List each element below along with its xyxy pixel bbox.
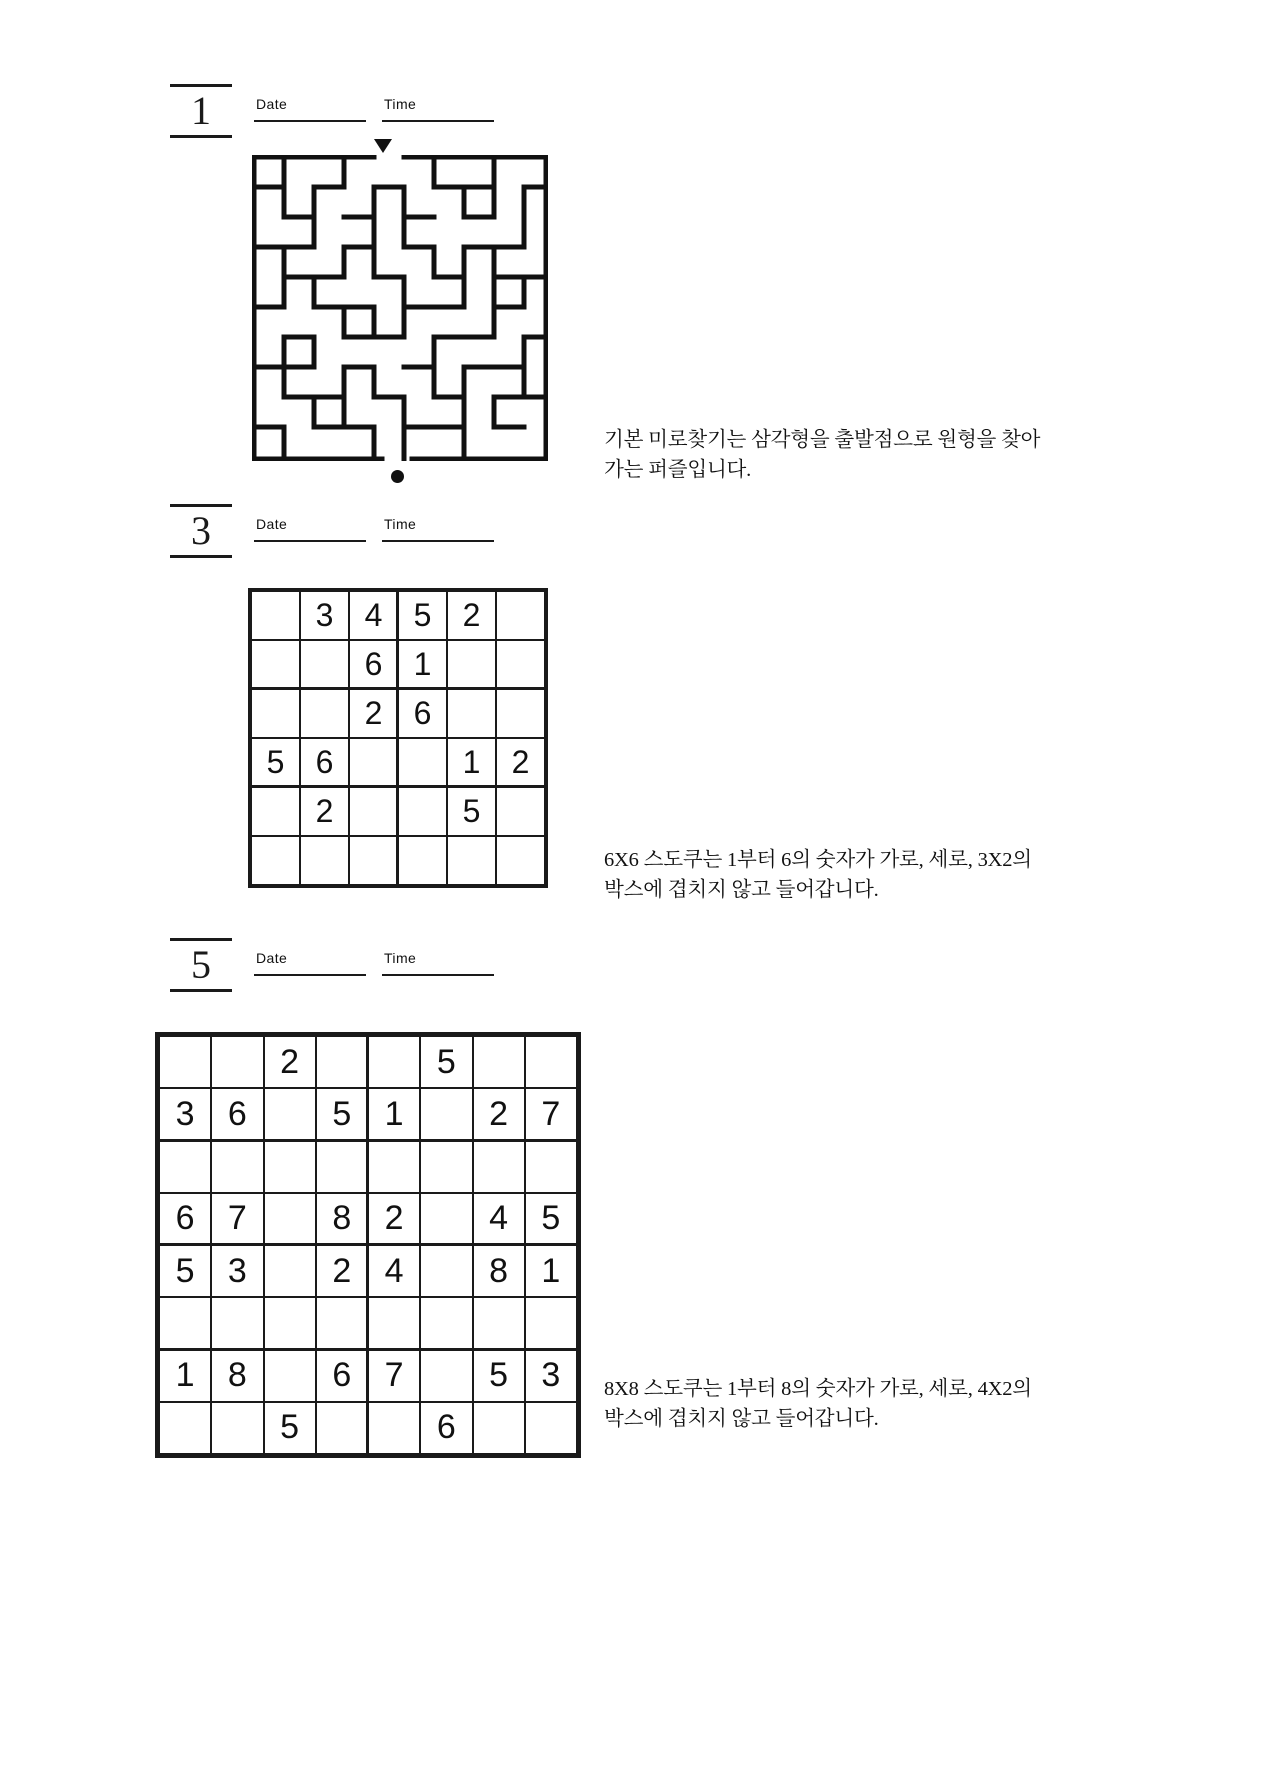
sudoku-cell-r4-c6[interactable]: 2 bbox=[497, 739, 544, 786]
date-field-3[interactable] bbox=[254, 516, 366, 542]
sudoku-cell-r5-c1[interactable]: 5 bbox=[160, 1246, 210, 1296]
puzzle-number-1: 1 bbox=[191, 88, 211, 133]
sudoku-cell-r4-c3[interactable] bbox=[350, 739, 397, 786]
sudoku-cell-r7-c6[interactable] bbox=[421, 1351, 471, 1401]
sudoku-cell-r6-c5[interactable] bbox=[369, 1298, 419, 1348]
sudoku-cell-r1-c1[interactable] bbox=[252, 592, 299, 639]
time-label-1: Time bbox=[384, 96, 417, 112]
date-writeline-1[interactable] bbox=[254, 120, 366, 122]
sudoku-cell-r1-c2[interactable] bbox=[212, 1037, 262, 1087]
sudoku-cell-r1-c5[interactable]: 2 bbox=[448, 592, 495, 639]
time-field-3[interactable] bbox=[382, 516, 494, 542]
time-label-3: Time bbox=[384, 516, 417, 532]
sudoku-cell-r1-c6[interactable]: 5 bbox=[421, 1037, 471, 1087]
sudoku-cell-r5-c3[interactable] bbox=[265, 1246, 315, 1296]
sudoku-cell-r7-c5[interactable]: 7 bbox=[369, 1351, 419, 1401]
sudoku-8x8-grid[interactable] bbox=[155, 1032, 581, 1458]
sudoku-cell-r5-c1[interactable] bbox=[252, 788, 299, 835]
puzzle-header-3 bbox=[170, 504, 510, 558]
sudoku-cell-r4-c8[interactable]: 5 bbox=[526, 1194, 576, 1244]
date-field-5[interactable] bbox=[254, 950, 366, 976]
sudoku-cell-r5-c8[interactable]: 1 bbox=[526, 1246, 576, 1296]
sudoku-cell-r6-c7[interactable] bbox=[474, 1298, 524, 1348]
sudoku-cell-r6-c1[interactable] bbox=[160, 1298, 210, 1348]
sudoku-cell-r3-c4[interactable]: 6 bbox=[399, 690, 446, 737]
time-writeline-3[interactable] bbox=[382, 540, 494, 542]
sudoku-cell-r5-c6[interactable] bbox=[421, 1246, 471, 1296]
sudoku-cell-r5-c5[interactable]: 5 bbox=[448, 788, 495, 835]
sudoku-cell-r6-c3[interactable] bbox=[265, 1298, 315, 1348]
sudoku-cell-r4-c4[interactable]: 8 bbox=[317, 1194, 367, 1244]
date-label-3: Date bbox=[256, 516, 288, 532]
sudoku-cell-r6-c8[interactable] bbox=[526, 1298, 576, 1348]
sudoku-cell-r6-c2[interactable] bbox=[301, 837, 348, 884]
sudoku-cell-r8-c4[interactable] bbox=[317, 1403, 367, 1453]
sudoku-cell-r3-c4[interactable] bbox=[317, 1142, 367, 1192]
meta-fields-3 bbox=[254, 504, 510, 542]
sudoku-cell-r7-c3[interactable] bbox=[265, 1351, 315, 1401]
sudoku-cell-r3-c2[interactable] bbox=[301, 690, 348, 737]
puzzle-header-5 bbox=[170, 938, 510, 992]
sudoku-cell-r6-c3[interactable] bbox=[350, 837, 397, 884]
caption-3: 6X6 스도쿠는 1부터 6의 숫자가 가로, 세로, 3X2의 박스에 겹치지 않고 들어갑니다. bbox=[604, 849, 1032, 901]
sudoku-cell-r5-c4[interactable] bbox=[399, 788, 446, 835]
sudoku-cell-r1-c2[interactable]: 3 bbox=[301, 592, 348, 639]
sudoku-cell-r8-c6[interactable]: 6 bbox=[421, 1403, 471, 1453]
sudoku-cell-r7-c7[interactable]: 5 bbox=[474, 1351, 524, 1401]
sudoku-cell-r2-c5[interactable]: 1 bbox=[369, 1089, 419, 1139]
sudoku-cell-r1-c8[interactable] bbox=[526, 1037, 576, 1087]
sudoku-cell-r7-c2[interactable]: 8 bbox=[212, 1351, 262, 1401]
meta-fields-5 bbox=[254, 938, 510, 976]
puzzle-number-block-3 bbox=[170, 504, 232, 558]
sudoku-cell-r3-c6[interactable] bbox=[421, 1142, 471, 1192]
sudoku-cell-r8-c5[interactable] bbox=[369, 1403, 419, 1453]
sudoku-cell-r1-c3[interactable]: 4 bbox=[350, 592, 397, 639]
sudoku-cell-r6-c1[interactable] bbox=[252, 837, 299, 884]
sudoku-cell-r2-c3[interactable]: 6 bbox=[350, 641, 397, 688]
sudoku-cell-r6-c2[interactable] bbox=[212, 1298, 262, 1348]
sudoku-cell-r2-c5[interactable] bbox=[448, 641, 495, 688]
sudoku-cell-r5-c7[interactable]: 8 bbox=[474, 1246, 524, 1296]
rule-bottom-3 bbox=[170, 555, 232, 558]
sudoku-cell-r8-c1[interactable] bbox=[160, 1403, 210, 1453]
sudoku-cell-r6-c4[interactable] bbox=[317, 1298, 367, 1348]
sudoku-cell-r4-c1[interactable]: 6 bbox=[160, 1194, 210, 1244]
maze-puzzle bbox=[252, 155, 548, 461]
sudoku-cell-r2-c4[interactable]: 5 bbox=[317, 1089, 367, 1139]
sudoku-cell-r3-c3[interactable] bbox=[265, 1142, 315, 1192]
time-writeline-1[interactable] bbox=[382, 120, 494, 122]
sudoku-cell-r2-c2[interactable]: 6 bbox=[212, 1089, 262, 1139]
sudoku-cell-r2-c1[interactable]: 3 bbox=[160, 1089, 210, 1139]
puzzle-number-3: 3 bbox=[191, 508, 211, 553]
caption-5: 8X8 스도쿠는 1부터 8의 숫자가 가로, 세로, 4X2의 박스에 겹치지 않고 들어갑니다. bbox=[604, 1378, 1032, 1430]
caption-1: 기본 미로찾기는 삼각형을 출발점으로 원형을 찾아가는 퍼즐입니다. bbox=[604, 429, 1041, 481]
puzzle-number-5: 5 bbox=[191, 942, 211, 987]
sudoku-cell-r6-c6[interactable] bbox=[497, 837, 544, 884]
sudoku-cell-r1-c6[interactable] bbox=[497, 592, 544, 639]
sudoku-cell-r2-c3[interactable] bbox=[265, 1089, 315, 1139]
sudoku-cell-r7-c4[interactable]: 6 bbox=[317, 1351, 367, 1401]
sudoku-cell-r5-c2[interactable]: 2 bbox=[301, 788, 348, 835]
sudoku-cell-r8-c2[interactable] bbox=[212, 1403, 262, 1453]
sudoku-cell-r4-c5[interactable]: 1 bbox=[448, 739, 495, 786]
sudoku-cell-r2-c1[interactable] bbox=[252, 641, 299, 688]
sudoku-cell-r3-c7[interactable] bbox=[474, 1142, 524, 1192]
date-label-1: Date bbox=[256, 96, 288, 112]
maze-grid bbox=[252, 155, 548, 461]
sudoku-cell-r3-c3[interactable]: 2 bbox=[350, 690, 397, 737]
date-writeline-3[interactable] bbox=[254, 540, 366, 542]
rule-bottom-5 bbox=[170, 989, 232, 992]
sudoku-cell-r5-c3[interactable] bbox=[350, 788, 397, 835]
sudoku-cell-r4-c7[interactable]: 4 bbox=[474, 1194, 524, 1244]
sudoku-cell-r3-c1[interactable] bbox=[160, 1142, 210, 1192]
sudoku-cell-r6-c4[interactable] bbox=[399, 837, 446, 884]
puzzle-header-1 bbox=[170, 84, 510, 138]
sudoku-cell-r6-c5[interactable] bbox=[448, 837, 495, 884]
puzzle-number-block-1 bbox=[170, 84, 232, 138]
sudoku-6x6-grid[interactable] bbox=[248, 588, 548, 888]
puzzle-number-block-5 bbox=[170, 938, 232, 992]
sudoku-cell-r7-c1[interactable]: 1 bbox=[160, 1351, 210, 1401]
rule-bottom-1 bbox=[170, 135, 232, 138]
sudoku-cell-r3-c5[interactable] bbox=[448, 690, 495, 737]
sudoku-cell-r5-c5[interactable]: 4 bbox=[369, 1246, 419, 1296]
meta-fields-1 bbox=[254, 84, 510, 122]
sudoku-cell-r1-c4[interactable]: 5 bbox=[399, 592, 446, 639]
sudoku-cell-r2-c6[interactable] bbox=[421, 1089, 471, 1139]
sudoku-cell-r5-c2[interactable]: 3 bbox=[212, 1246, 262, 1296]
sudoku-cell-r2-c4[interactable]: 1 bbox=[399, 641, 446, 688]
sudoku-cell-r2-c7[interactable]: 2 bbox=[474, 1089, 524, 1139]
time-field-5[interactable] bbox=[382, 950, 494, 976]
sudoku-cell-r4-c6[interactable] bbox=[421, 1194, 471, 1244]
triangle-marker-icon bbox=[374, 139, 392, 153]
sudoku-cell-r8-c3[interactable]: 5 bbox=[265, 1403, 315, 1453]
sudoku-cell-r1-c5[interactable] bbox=[369, 1037, 419, 1087]
sudoku-cell-r1-c3[interactable]: 2 bbox=[265, 1037, 315, 1087]
date-label-5: Date bbox=[256, 950, 288, 966]
sudoku-cell-r2-c8[interactable]: 7 bbox=[526, 1089, 576, 1139]
sudoku-cell-r1-c1[interactable] bbox=[160, 1037, 210, 1087]
sudoku-cell-r7-c8[interactable]: 3 bbox=[526, 1351, 576, 1401]
sudoku-cell-r1-c4[interactable] bbox=[317, 1037, 367, 1087]
sudoku-cell-r3-c1[interactable] bbox=[252, 690, 299, 737]
time-writeline-5[interactable] bbox=[382, 974, 494, 976]
time-label-5: Time bbox=[384, 950, 417, 966]
date-writeline-5[interactable] bbox=[254, 974, 366, 976]
time-field-1[interactable] bbox=[382, 96, 494, 122]
sudoku-cell-r5-c4[interactable]: 2 bbox=[317, 1246, 367, 1296]
sudoku-cell-r4-c2[interactable]: 6 bbox=[301, 739, 348, 786]
sudoku-cell-r2-c2[interactable] bbox=[301, 641, 348, 688]
sudoku-cell-r5-c6[interactable] bbox=[497, 788, 544, 835]
sudoku-cell-r3-c5[interactable] bbox=[369, 1142, 419, 1192]
sudoku-cell-r4-c4[interactable] bbox=[399, 739, 446, 786]
sudoku-cell-r3-c8[interactable] bbox=[526, 1142, 576, 1192]
sudoku-cell-r3-c6[interactable] bbox=[497, 690, 544, 737]
sudoku-cell-r2-c6[interactable] bbox=[497, 641, 544, 688]
sudoku-cell-r1-c7[interactable] bbox=[474, 1037, 524, 1087]
sudoku-cell-r4-c3[interactable] bbox=[265, 1194, 315, 1244]
sudoku-cell-r6-c6[interactable] bbox=[421, 1298, 471, 1348]
date-field-1[interactable] bbox=[254, 96, 366, 122]
sudoku-cell-r4-c5[interactable]: 2 bbox=[369, 1194, 419, 1244]
sudoku-cell-r4-c2[interactable]: 7 bbox=[212, 1194, 262, 1244]
sudoku-cell-r8-c7[interactable] bbox=[474, 1403, 524, 1453]
sudoku-cell-r3-c2[interactable] bbox=[212, 1142, 262, 1192]
circle-marker-icon bbox=[391, 470, 404, 483]
sudoku-cell-r4-c1[interactable]: 5 bbox=[252, 739, 299, 786]
sudoku-cell-r8-c8[interactable] bbox=[526, 1403, 576, 1453]
